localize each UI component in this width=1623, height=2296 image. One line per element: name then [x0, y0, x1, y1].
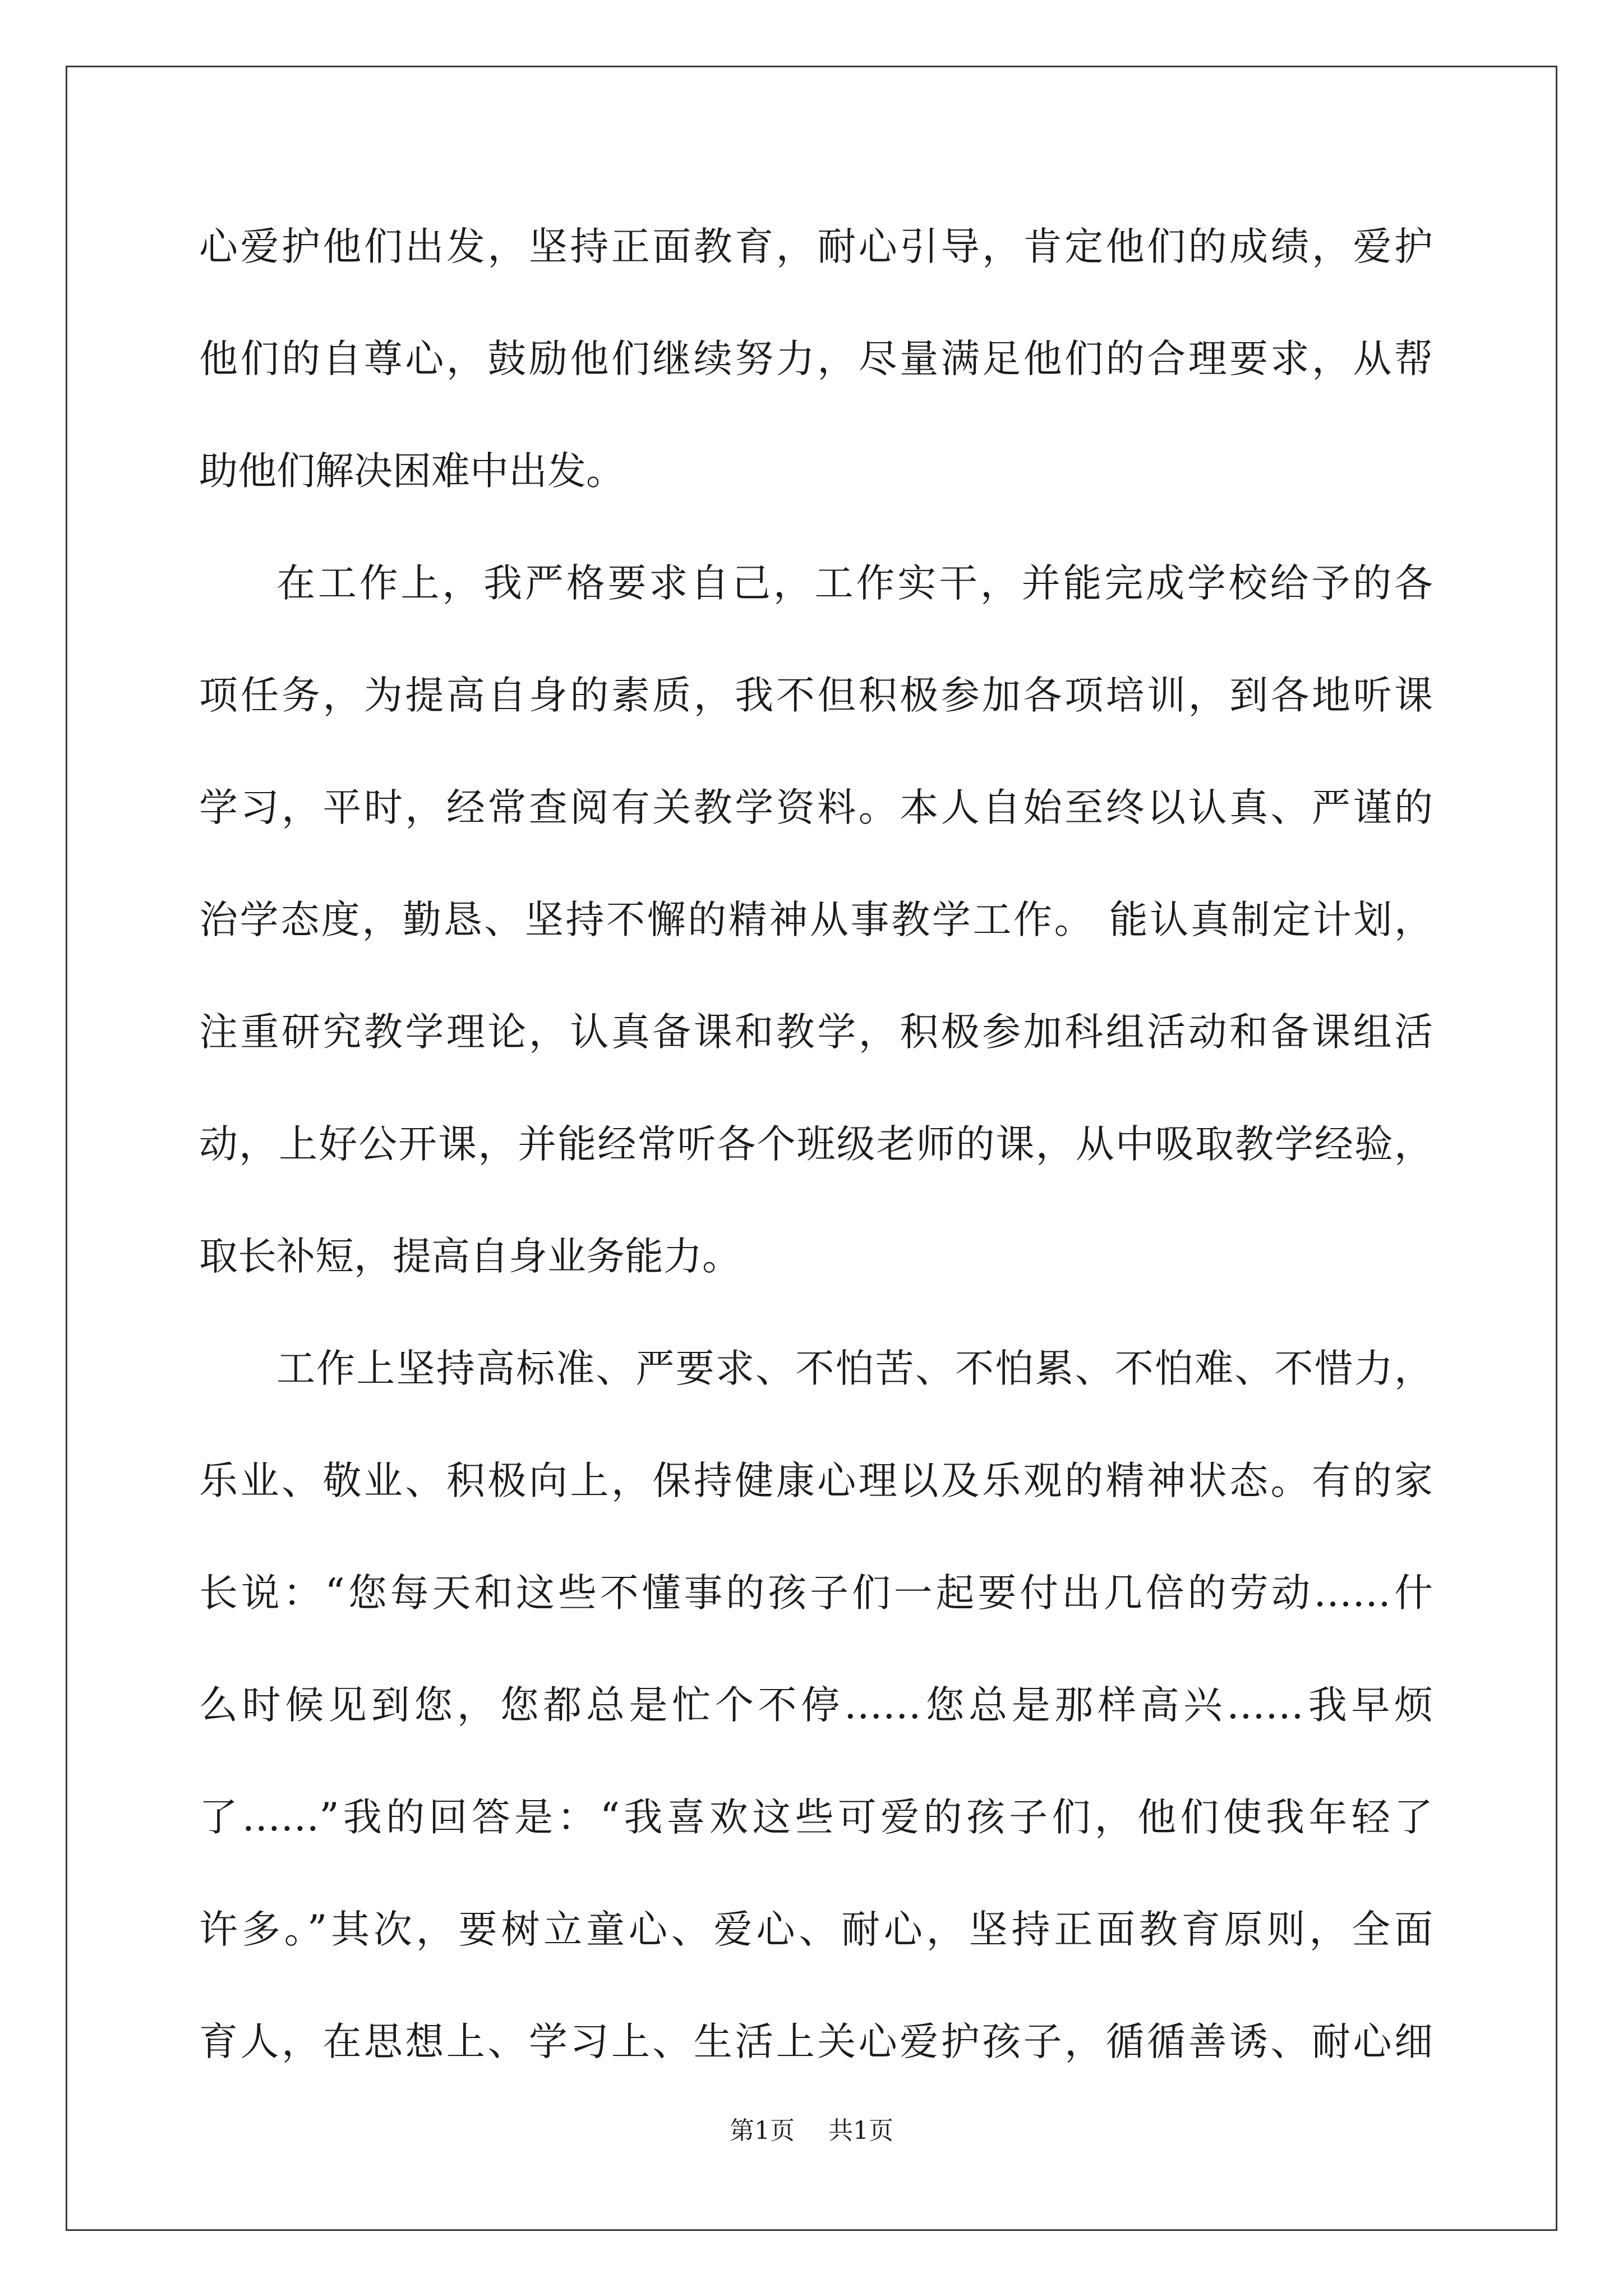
paragraph-first-line: 在工作上，我严格要求自己，工作实干，并能完成学校给予的各: [276, 561, 1433, 606]
page-number-current: 第1页: [730, 2116, 795, 2145]
paragraph-first-line: 工作上坚持高标准、严要求、不怕苦、不怕累、不怕难、不惜力，: [276, 1346, 1433, 1391]
text-line: 乐业、敬业、积极向上，保持健康心理以及乐观的精神状态。有的家: [199, 1458, 1433, 1503]
text-line: 长说：“您每天和这些不懂事的孩子们一起要付出几倍的劳动……什: [199, 1571, 1433, 1616]
page-number-total: 共1页: [828, 2116, 893, 2145]
text-line: 学习，平时，经常查阅有关教学资料。本人自始至终以认真、严谨的: [199, 785, 1433, 830]
text-line: 了……”我的回答是：“我喜欢这些可爱的孩子们，他们使我年轻了: [199, 1795, 1433, 1840]
text-line: 治学态度，勤恳、坚持不懈的精神从事教学工作。 能认真制定计划，: [199, 898, 1433, 942]
text-line: 动，上好公开课，并能经常听各个班级老师的课，从中吸取教学经验，: [199, 1122, 1433, 1167]
text-line: 助他们解决困难中出发。: [199, 449, 625, 494]
text-line: 心爱护他们出发，坚持正面教育，耐心引导，肯定他们的成绩，爱护: [199, 224, 1433, 269]
text-line: 注重研究教学理论，认真备课和教学，积极参加科组活动和备课组活: [199, 1010, 1433, 1055]
text-line: 取长补短，提高自身业务能力。: [199, 1234, 741, 1279]
text-line: 么时候见到您，您都总是忙个不停……您总是那样高兴……我早烦: [199, 1683, 1433, 1728]
text-line: 项任务，为提高自身的素质，我不但积极参加各项培训，到各地听课: [199, 673, 1433, 718]
text-line: 许多。”其次，要树立童心、爱心、耐心，坚持正面教育原则，全面: [199, 1907, 1433, 1952]
text-line: 他们的自尊心，鼓励他们继续努力，尽量满足他们的合理要求，从帮: [199, 337, 1433, 381]
page-footer: [0, 2115, 1623, 2147]
text-line: 育人，在思想上、学习上、生活上关心爱护孩子，循循善诱、耐心细: [199, 2019, 1433, 2064]
